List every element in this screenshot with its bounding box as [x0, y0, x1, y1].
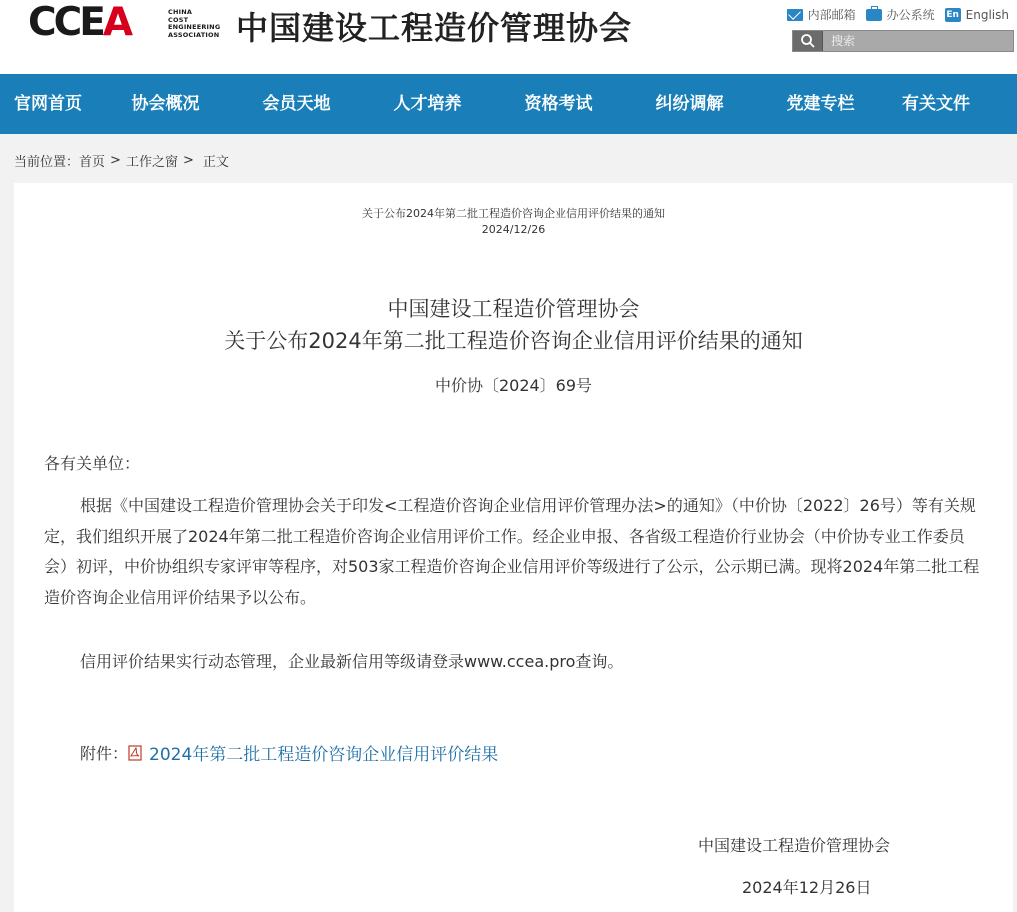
signature-date: 2024年12月26日: [742, 878, 872, 897]
site-header: [0, 0, 1017, 74]
nav-item-documents[interactable]: 有关文件: [902, 94, 970, 114]
site-title: 中国建设工程造价管理协会: [236, 9, 633, 47]
body-paragraph: 根据《中国建设工程造价管理协会关于印发<工程造价咨询企业信用评价管理办法>的通知》（中价协〔2022〕26号）等有关规定，我们组织开展了2024年第二批工程造价咨询企业信用评价工作。经企业申报、各省级工程造价行业协会（中价协专业工作委员会）初评，中价协组织专家评审等程序，对503家工程造价咨询企业信用评价等级进行了公示，公示期已满。现将2024年第二批工程造价咨询企业信用评价结果予以公布。: [44, 496, 980, 607]
article-meta-title: 关于公布2024年第二批工程造价咨询企业信用评价结果的通知: [362, 207, 665, 220]
body-paragraph: 信用评价结果实行动态管理，企业最新信用等级请登录www.ccea.pro查询。: [80, 652, 624, 671]
logo-sub-line: COST: [168, 15, 189, 24]
office-system-link[interactable]: [866, 6, 935, 23]
search-input[interactable]: [823, 31, 1013, 51]
mail-icon: [787, 9, 803, 21]
english-link-label: English: [965, 7, 1009, 22]
breadcrumb-separator: >: [110, 153, 121, 168]
breadcrumb-separator: >: [182, 153, 194, 168]
search-icon: [800, 33, 816, 49]
attachment-row: [80, 740, 498, 765]
attachment-label: 附件：: [80, 744, 129, 763]
ccea-logo[interactable]: [28, 0, 221, 44]
logo-subtitle: [168, 9, 220, 39]
top-links: [777, 6, 1009, 23]
nav-item-mediation[interactable]: 纠纷调解: [655, 94, 724, 114]
nav-item-party[interactable]: 党建专栏: [786, 94, 855, 114]
nav-item-training[interactable]: 人才培养: [393, 94, 462, 114]
breadcrumb-current: 正文: [202, 155, 229, 170]
mail-link-label: 内部邮箱: [807, 8, 856, 22]
logo-wordmark-icon: [28, 1, 162, 41]
pdf-file-icon[interactable]: [128, 745, 143, 761]
article-meta-date: 2024/12/26: [481, 223, 546, 236]
logo-sub-line: ENGINEERING: [168, 23, 221, 31]
nav-item-exams[interactable]: 资格考试: [524, 94, 593, 114]
logo-sub-line: ASSOCIATION: [168, 30, 220, 39]
document-number: 中价协〔2024〕69号: [434, 376, 593, 395]
document-title-org: 中国建设工程造价管理协会: [387, 297, 640, 321]
breadcrumb: [14, 151, 229, 170]
search-button[interactable]: [793, 31, 823, 51]
logo-wordmark-text: CCEA: [28, 0, 131, 41]
mail-link[interactable]: [787, 6, 856, 23]
english-link[interactable]: [945, 8, 1009, 22]
signature-org: 中国建设工程造价管理协会: [698, 836, 891, 855]
attachment-link[interactable]: 2024年第二批工程造价咨询企业信用评价结果: [149, 745, 499, 765]
briefcase-icon: [866, 9, 882, 21]
nav-item-about[interactable]: 协会概况: [131, 94, 200, 114]
breadcrumb-home[interactable]: 首页: [79, 155, 106, 170]
search-box: [792, 30, 1014, 52]
breadcrumb-prefix: 当前位置：: [14, 155, 80, 170]
nav-item-home[interactable]: 官网首页: [14, 94, 82, 114]
logo-mark: [28, 1, 162, 48]
logo-sub-line: CHINA: [168, 8, 193, 16]
article-content: [14, 183, 1013, 912]
breadcrumb-work-window[interactable]: 工作之窗: [125, 155, 178, 170]
office-link-label: 办公系统: [886, 8, 935, 22]
english-badge-icon: En: [946, 9, 959, 20]
main-nav: [0, 74, 1017, 134]
nav-item-members[interactable]: 会员天地: [262, 94, 331, 114]
salutation: 各有关单位：: [44, 454, 141, 473]
document-title-subject: 关于公布2024年第二批工程造价咨询企业信用评价结果的通知: [224, 329, 803, 353]
